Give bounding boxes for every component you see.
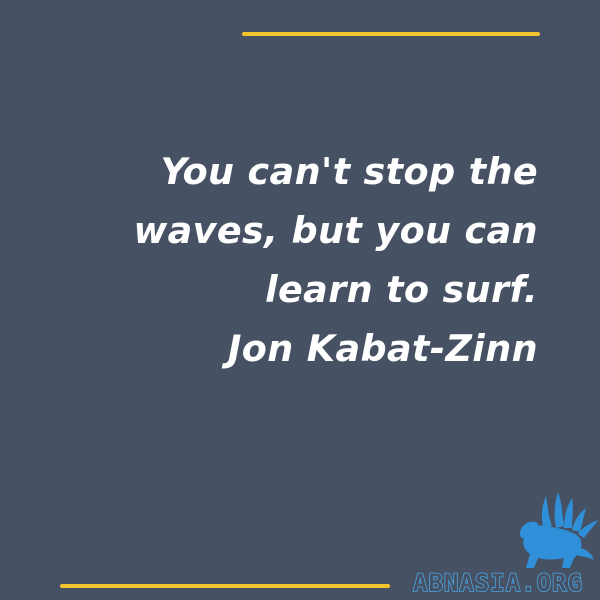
quote-author: Jon Kabat-Zinn <box>227 327 538 370</box>
quote-line-1: You can't stop the <box>160 150 538 193</box>
site-logo-text: ABNASIA.ORG <box>413 569 583 597</box>
bottom-accent-line <box>60 584 390 588</box>
quote-line-3: learn to surf. <box>265 268 538 311</box>
quote-line-2: waves, but you can <box>133 209 538 252</box>
top-accent-line <box>242 32 540 36</box>
winged-lion-icon <box>518 488 600 572</box>
quote-text <box>98 142 538 378</box>
